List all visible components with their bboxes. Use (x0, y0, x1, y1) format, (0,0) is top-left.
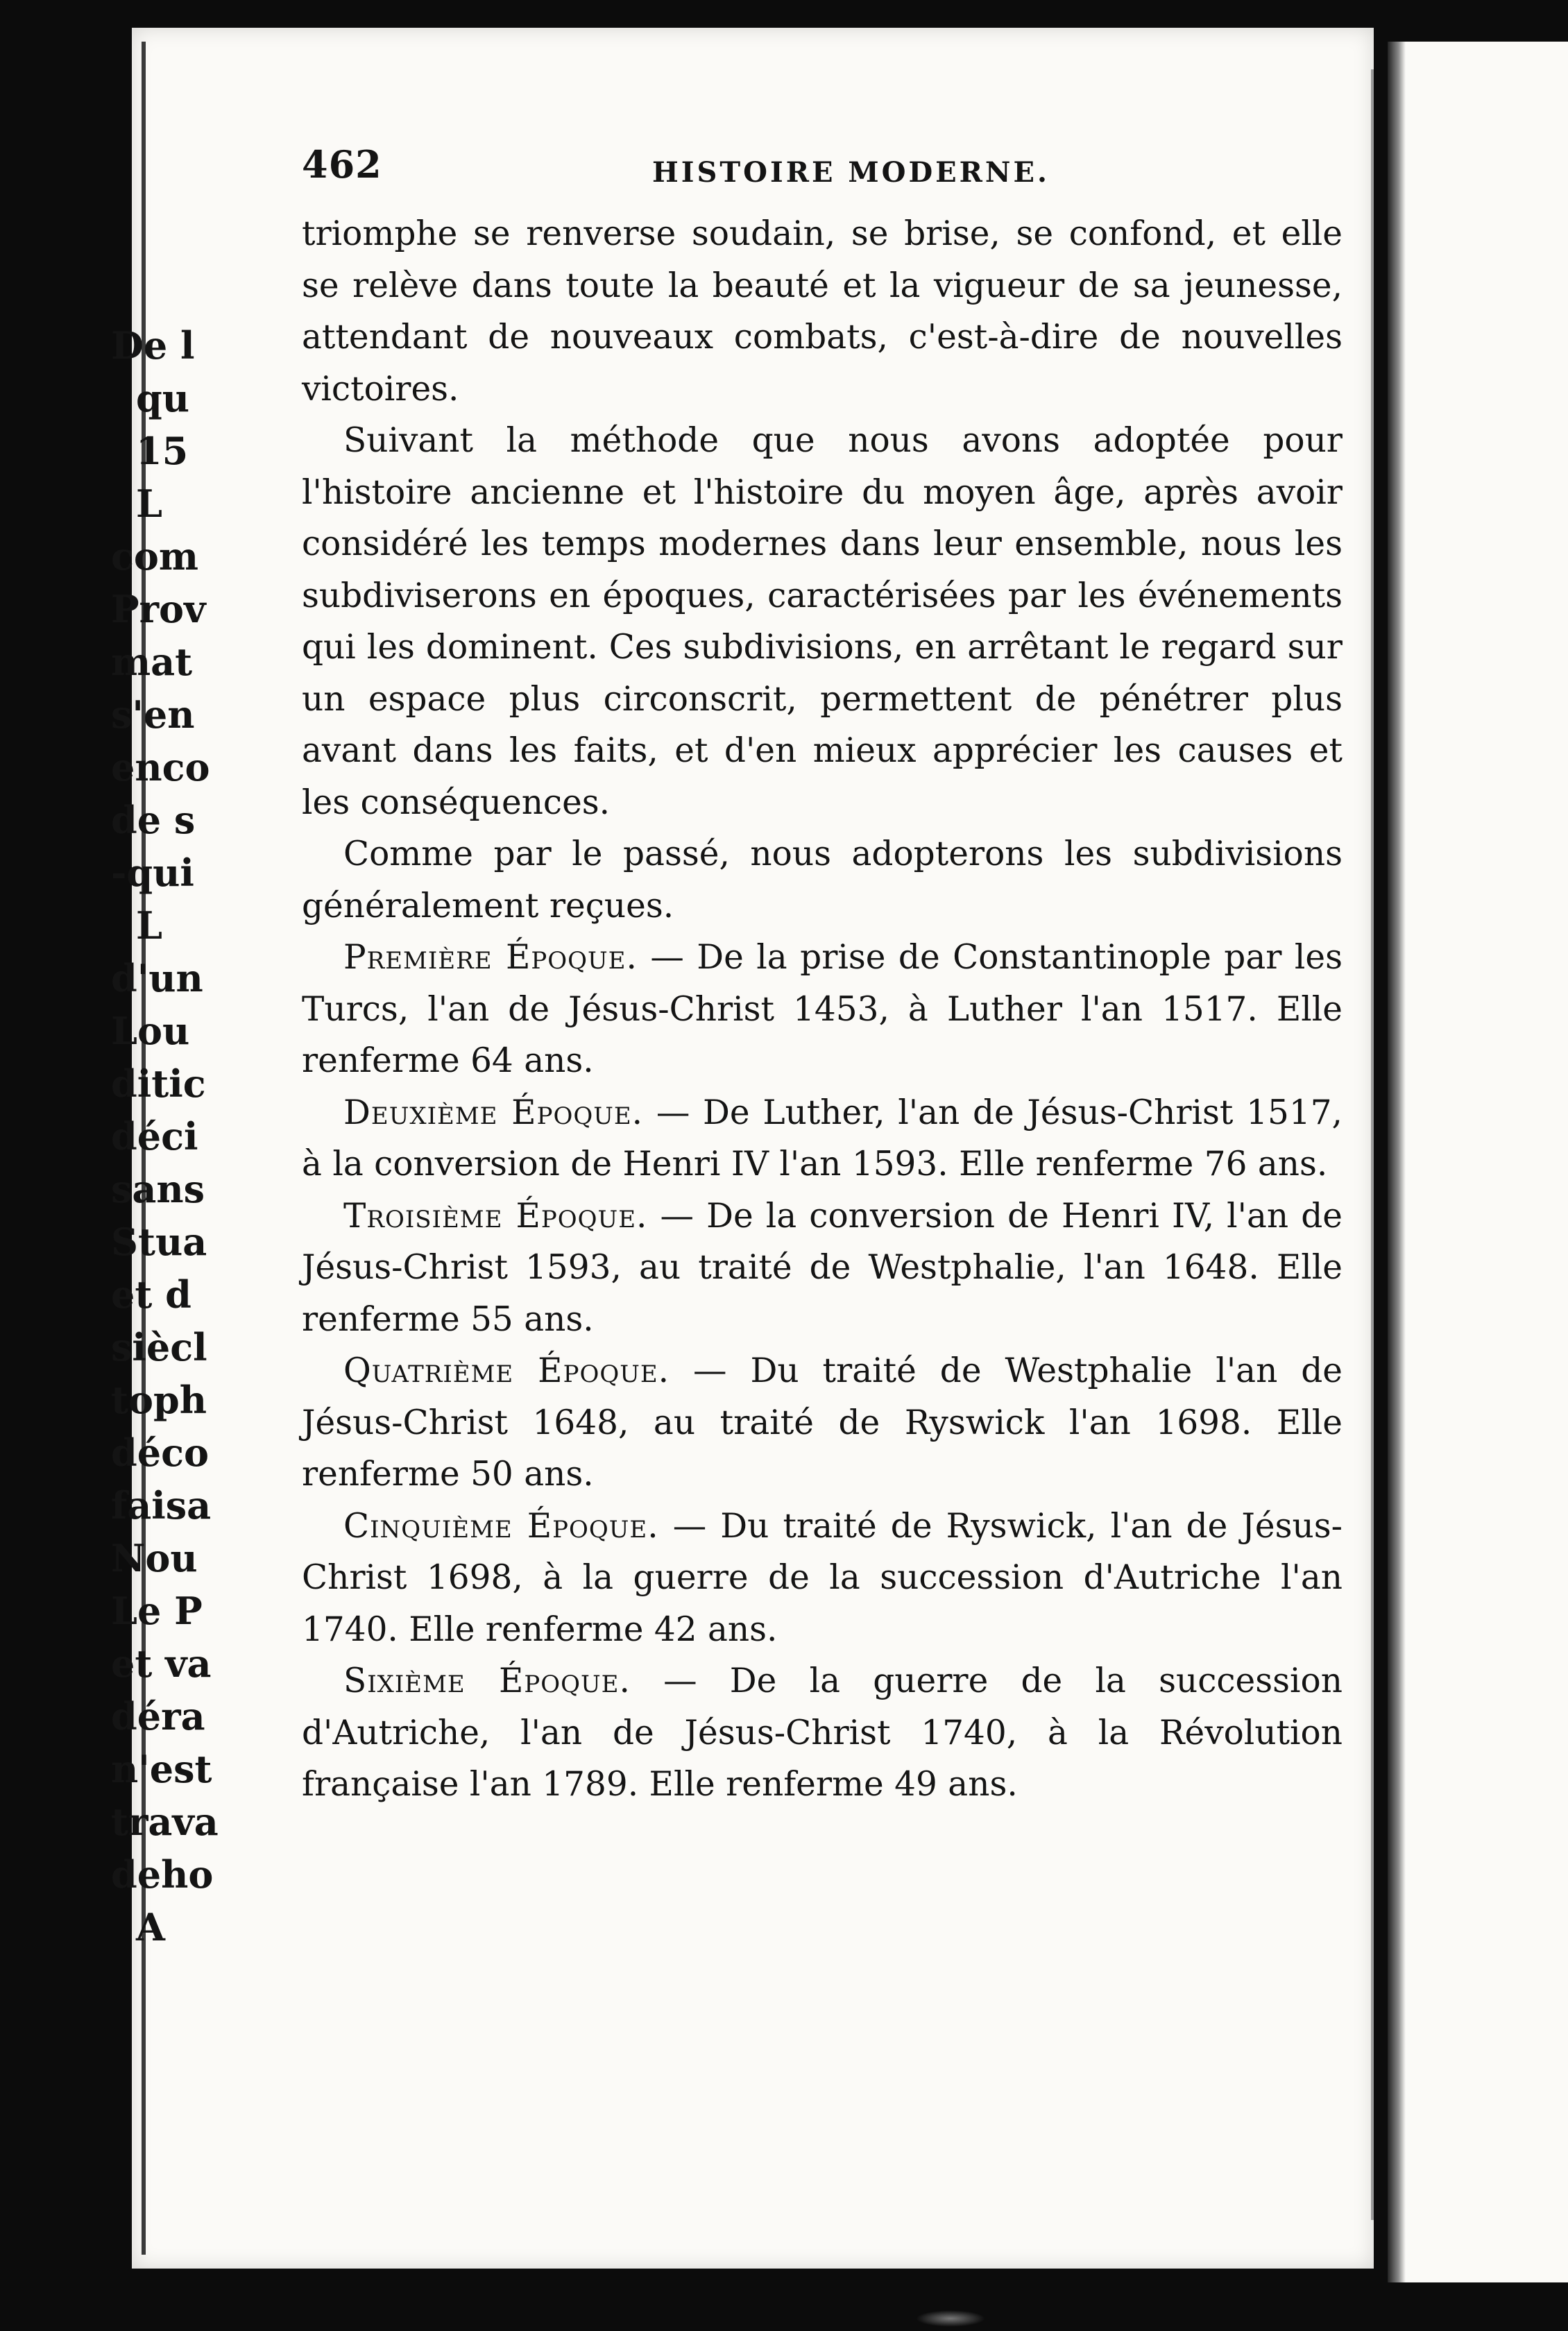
facing-line: sans (111, 1167, 205, 1211)
epoch-text: — Du traité de Ryswick, l'an de Jésus-Christ 1698, à la guerre de la succession d'Autriche l'an 1740. Elle renferme 42 ans. (302, 1506, 1343, 1649)
facing-line: Stua (111, 1220, 207, 1264)
facing-line: qu (136, 376, 190, 420)
facing-line: s'en (111, 692, 195, 737)
facing-line: et d (111, 1272, 191, 1317)
epoch-paragraph-4 (302, 1345, 1343, 1501)
facing-line: déco (111, 1431, 210, 1475)
facing-line: mat (111, 640, 193, 684)
facing-page (1388, 42, 1568, 2282)
facing-line: deho (111, 1852, 214, 1897)
facing-line: com (111, 534, 199, 579)
epoch-paragraph-1 (302, 932, 1343, 1087)
epoch-text: — De la prise de Constantinople par les Turcs, l'an de Jésus-Christ 1453, à Luther l'an 1517. Elle renferme 64 ans. (302, 938, 1343, 1080)
epoch-text: — De la conversion de Henri IV, l'an de Jésus-Christ 1593, au traité de Westphalie, l'an 1648. Elle renferme 55 ans. (302, 1196, 1343, 1339)
epoch-label: Sixième Époque. (343, 1662, 631, 1700)
page-number: 462 (302, 142, 382, 187)
facing-line: de s (111, 798, 196, 842)
epoch-label: Première Époque. (343, 938, 638, 977)
facing-line: faisa (111, 1483, 212, 1528)
facing-line: siècl (111, 1325, 207, 1369)
facing-line: et va (111, 1641, 212, 1686)
facing-line: déra (111, 1694, 205, 1739)
epoch-label: Cinquième Époque. (343, 1506, 659, 1546)
epoch-label: Quatrième Époque. (343, 1351, 670, 1390)
page-edge (1371, 69, 1374, 2220)
facing-line: d'un (111, 956, 203, 1000)
body-text (302, 208, 1343, 1811)
facing-line: déci (111, 1114, 198, 1159)
facing-line: enco (111, 745, 210, 789)
epoch-paragraph-6 (302, 1655, 1343, 1811)
paragraph-continuation: triomphe se renverse soudain, se brise, se confond, et elle se relève dans toute la beauté et la vigueur de sa jeunesse, attendant de nouveaux combats, c'est-à-dire de nouvelles victoires. (302, 214, 1343, 409)
facing-line: Nou (111, 1536, 198, 1580)
facing-line: -qui (111, 851, 194, 895)
facing-line: A (136, 1905, 165, 1949)
epoch-paragraph-2 (302, 1087, 1343, 1190)
paragraph-method: Suivant la méthode que nous avons adoptée pour l'histoire ancienne et l'histoire du moyen âge, après avoir considéré les temps modernes dans leur ensemble, nous les subdiviserons en époques, caractérisées par les événements qui les dominent. Ces subdivisions, en arrêtant le regard sur un espace plus circonscrit, permettent de pénétrer plus avant dans les faits, et d'en mieux apprécier les causes et les conséquences. (302, 421, 1343, 822)
facing-line: L (136, 481, 162, 526)
epoch-label: Troisième Époque. (343, 1196, 648, 1236)
gutter-shadow (1388, 42, 1406, 2282)
facing-line: L (136, 903, 162, 948)
epoch-text: — De Luther, l'an de Jésus-Christ 1517, à la conversion de Henri IV l'an 1593. Elle renferme 76 ans. (302, 1093, 1343, 1184)
epoch-text: — Du traité de Westphalie l'an de Jésus-Christ 1648, au traité de Ryswick l'an 1698. Elle renferme 50 ans. (302, 1351, 1343, 1494)
epoch-text: — De la guerre de la succession d'Autriche, l'an de Jésus-Christ 1740, à la Révolution française l'an 1789. Elle renferme 49 ans. (302, 1662, 1343, 1804)
facing-line: Le P (111, 1589, 203, 1633)
epoch-label: Deuxième Époque. (343, 1093, 644, 1132)
epoch-paragraph-3 (302, 1190, 1343, 1346)
facing-page-text (111, 319, 219, 1954)
facing-line: Prov (111, 587, 206, 631)
paragraph-subdivisions: Comme par le passé, nous adopterons les subdivisions généralement reçues. (302, 835, 1343, 925)
facing-line: toph (111, 1378, 207, 1422)
facing-line: De l (111, 323, 195, 368)
facing-line: Lou (111, 1009, 190, 1053)
facing-line: ditic (111, 1061, 206, 1106)
facing-line: trava (111, 1800, 219, 1844)
running-head: HISTOIRE MODERNE. (652, 156, 1050, 189)
epoch-paragraph-5 (302, 1501, 1343, 1656)
facing-line: n'est (111, 1747, 212, 1791)
facing-line: 15 (136, 429, 189, 473)
scan-smudge (916, 2310, 985, 2327)
